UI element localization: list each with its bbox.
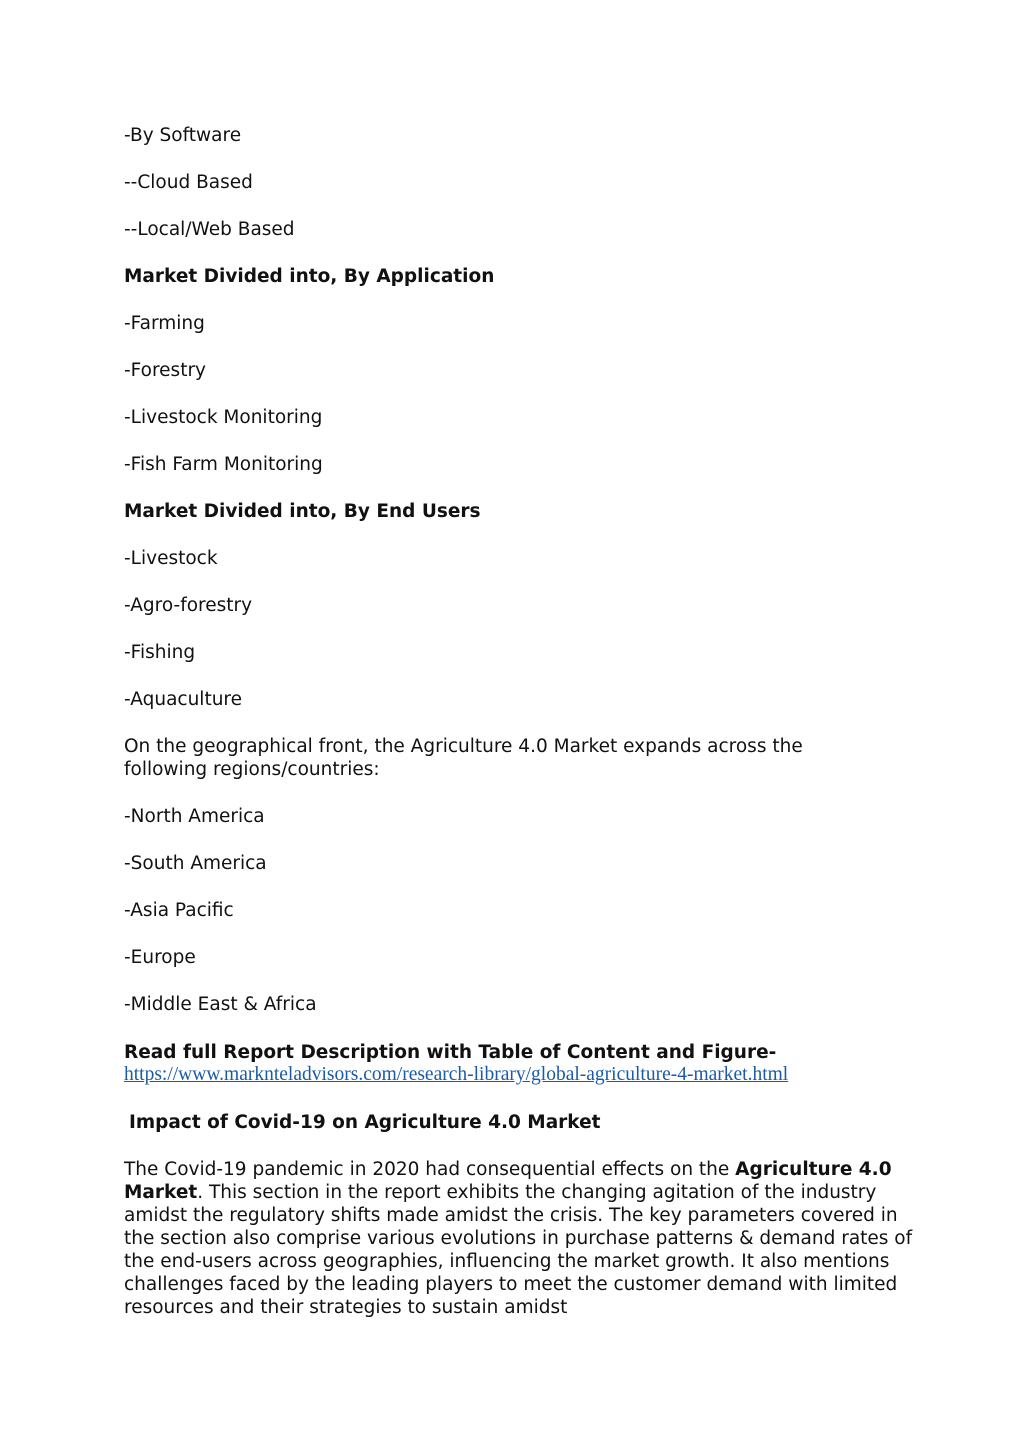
application-item-livestock-monitoring: -Livestock Monitoring bbox=[124, 407, 323, 428]
region-europe: -Europe bbox=[124, 947, 196, 968]
application-item-forestry: -Forestry bbox=[124, 360, 207, 381]
covid-paragraph-body: . This section in the report exhibits the changing agitation of the industry amidst the regulatory shifts made amidst the crisis. The key parameters covered in the section also comprise various evolutions in purchase patterns & demand rates of the end-users across geographies, influencing the market growth. It also mentions challenges faced by the leading players to meet the customer demand with limited resources and their strategies to sustain amidst bbox=[124, 1182, 913, 1318]
end-users-heading: Market Divided into, By End Users bbox=[124, 501, 481, 522]
covid-heading: Impact of Covid-19 on Agriculture 4.0 Market bbox=[129, 1112, 601, 1133]
geography-intro-line-1: On the geographical front, the Agriculture 4.0 Market expands across the bbox=[124, 736, 803, 757]
end-users-item-agro-forestry: -Agro-forestry bbox=[124, 595, 253, 616]
geography-intro-line-2: following regions/countries: bbox=[124, 759, 380, 780]
report-label: Read full Report Description with Table of Content and Figure- bbox=[124, 1042, 777, 1063]
software-heading: -By Software bbox=[124, 125, 242, 146]
region-middle-east-africa: -Middle East & Africa bbox=[124, 994, 317, 1015]
covid-paragraph-bold-term: Agriculture 4.0 Market bbox=[124, 1159, 892, 1203]
region-asia-pacific: -Asia Pacific bbox=[124, 900, 234, 921]
software-item-cloud: --Cloud Based bbox=[124, 172, 253, 193]
application-heading: Market Divided into, By Application bbox=[124, 266, 495, 287]
application-item-farming: -Farming bbox=[124, 313, 205, 334]
report-link[interactable]: https://www.marknteladvisors.com/research-library/global-agriculture-4-market.html bbox=[124, 1064, 789, 1085]
end-users-item-livestock: -Livestock bbox=[124, 548, 218, 569]
end-users-item-fishing: -Fishing bbox=[124, 642, 196, 663]
covid-paragraph bbox=[124, 1158, 914, 1319]
region-north-america: -North America bbox=[124, 806, 265, 827]
end-users-item-aquaculture: -Aquaculture bbox=[124, 689, 243, 710]
application-item-fish-farm-monitoring: -Fish Farm Monitoring bbox=[124, 454, 323, 475]
software-item-local-web: --Local/Web Based bbox=[124, 219, 295, 240]
covid-paragraph-lead: The Covid-19 pandemic in 2020 had consequential effects on the bbox=[124, 1159, 736, 1180]
region-south-america: -South America bbox=[124, 853, 267, 874]
